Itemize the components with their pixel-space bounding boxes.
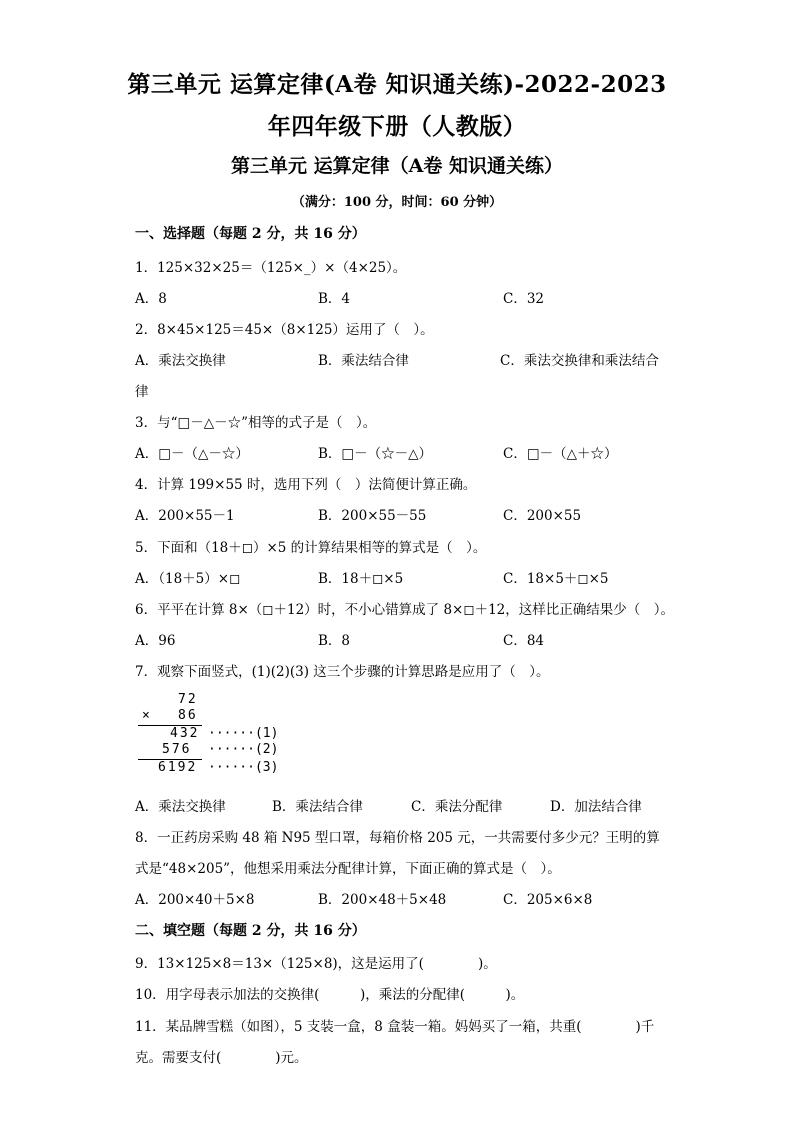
score-time-info: （满分：100 分，时间：60 分钟） <box>291 195 503 210</box>
q2-option-a: A．乘法交换律 <box>135 353 226 369</box>
section-heading-choice: 一、选择题（每题 2 分，共 16 分） <box>135 226 366 242</box>
calc-step-2: ······(2) <box>208 742 279 757</box>
calc-multiplier: 86 <box>178 708 198 723</box>
question-10: 10．用字母表示加法的交换律( )，乘法的分配律( )。 <box>135 987 525 1003</box>
calc-partial-2: 576 <box>162 742 192 757</box>
q6-option-c: C．84 <box>503 633 545 649</box>
question-4: 4．计算 199×55 时，选用下列（ ）法简便计算正确。 <box>135 477 477 493</box>
question-8-line-2: 式是“48×205”，他想采用乘法分配律计算，下面正确的算式是（ ）。 <box>135 861 561 877</box>
calc-partial-1: 432 <box>170 726 200 741</box>
calc-times-sign: × <box>142 708 150 723</box>
q1-option-c: C．32 <box>503 291 545 307</box>
section-heading-fill: 二、填空题（每题 2 分，共 16 分） <box>135 923 366 939</box>
question-8-line-1: 8．一正药房采购 48 箱 N95 型口罩，每箱价格 205 元，一共需要付多少元？王明的算 <box>135 830 660 846</box>
question-6: 6．平平在计算 8×（◻＋12）时，不小心错算成了 8×◻＋12，这样比正确结果少（ ）。 <box>135 602 674 618</box>
q3-option-b: B．□－（☆－△） <box>318 446 433 462</box>
q4-option-c: C．200×55 <box>503 508 582 524</box>
q6-option-b: B．8 <box>318 633 351 649</box>
q7-option-c: C．乘法分配律 <box>411 799 503 815</box>
q5-option-b: B．18＋◻×5 <box>318 571 404 587</box>
title-line-1: 第三单元 运算定律(A卷 知识通关练)-2022-2023 <box>127 71 667 98</box>
title-line-2: 年四年级下册（人教版） <box>267 113 527 140</box>
question-5: 5．下面和（18＋◻）×5 的计算结果相等的算式是（ ）。 <box>135 540 487 556</box>
q2-option-c: C．乘法交换律和乘法结合 <box>500 353 659 369</box>
q6-option-a: A．96 <box>135 633 176 649</box>
q3-option-a: A．□－（△－☆） <box>135 446 249 462</box>
question-2: 2．8×45×125＝45×（8×125）运用了（ ）。 <box>135 322 434 338</box>
q7-option-d: D．加法结合律 <box>550 799 642 815</box>
subtitle: 第三单元 运算定律（A卷 知识通关练） <box>231 155 563 177</box>
calc-result: 6192 <box>158 760 198 775</box>
q5-option-c: C．18×5＋◻×5 <box>503 571 609 587</box>
q1-option-a: A．8 <box>135 291 167 307</box>
question-9: 9．13×125×8＝13×（125×8)，这是运用了( )。 <box>135 956 497 972</box>
q4-option-a: A．200×55－1 <box>135 508 235 524</box>
q8-option-b: B．200×48＋5×48 <box>318 892 447 908</box>
question-3: 3．与“□－△－☆”相等的式子是（ ）。 <box>135 415 377 431</box>
q8-option-a: A．200×40＋5×8 <box>135 892 255 908</box>
q5-option-a: A．（18＋5）×◻ <box>135 571 241 587</box>
q2-option-c-continued: 律 <box>135 384 149 400</box>
calc-step-3: ······(3) <box>208 760 279 775</box>
question-11-line-1: 11．某品牌雪糕（如图），5 支装一盒，8 盒装一箱。妈妈买了一箱，共重( )千 <box>135 1019 655 1035</box>
q1-option-b: B．4 <box>318 291 351 307</box>
calc-multiplicand: 72 <box>178 692 198 707</box>
q3-option-c: C．□－（△＋☆） <box>503 446 618 462</box>
question-11-line-2: 克。需要支付( )元。 <box>135 1050 308 1066</box>
question-1: 1．125×32×25＝（125×_）×（4×25）。 <box>135 260 407 276</box>
q2-option-b: B．乘法结合律 <box>318 353 409 369</box>
q8-option-c: C．205×6×8 <box>503 892 593 908</box>
q7-option-b: B．乘法结合律 <box>272 799 363 815</box>
question-7: 7．观察下面竖式，(1)(2)(3) 这三个步骤的计算思路是应用了（ ）。 <box>135 664 550 680</box>
q7-option-a: A．乘法交换律 <box>135 799 226 815</box>
q4-option-b: B．200×55－55 <box>318 508 427 524</box>
calc-step-1: ······(1) <box>208 726 279 741</box>
